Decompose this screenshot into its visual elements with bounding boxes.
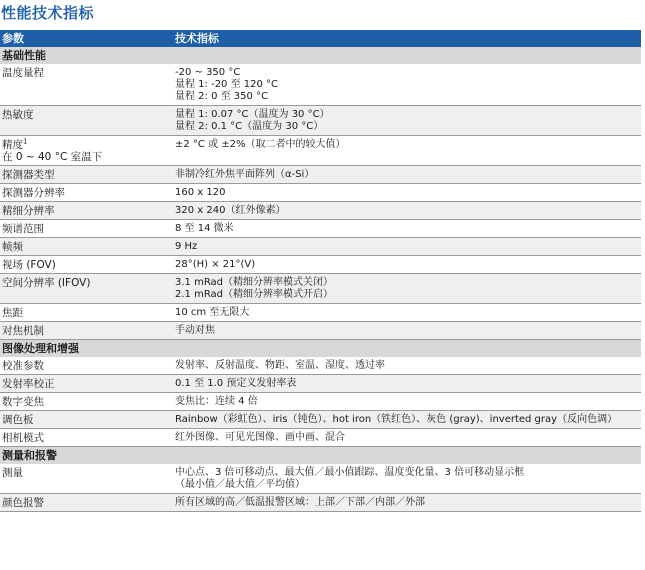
value-cell	[173, 494, 641, 512]
table-row	[0, 429, 641, 447]
param-cell	[0, 322, 173, 340]
param-label: 精度	[2, 139, 23, 151]
param-cell	[0, 184, 173, 202]
value-line: 320 x 240（红外像素）	[175, 205, 286, 216]
param-cell	[0, 106, 173, 136]
table-row	[0, 304, 641, 322]
param-cell	[0, 64, 173, 106]
table-row	[0, 202, 641, 220]
page-title: 性能技术指标	[1, 4, 95, 22]
param-cell	[0, 166, 173, 184]
value-line: 2.1 mRad（精细分辨率模式开启）	[175, 289, 334, 300]
value-line: -20 ~ 350 °C	[175, 67, 241, 78]
param-cell	[0, 136, 173, 166]
table-row	[0, 322, 641, 340]
table-row	[0, 220, 641, 238]
param-label: 频谱范围	[2, 223, 44, 235]
param-cell	[0, 464, 173, 494]
param-label: 探测器分辨率	[2, 187, 65, 199]
value-cell	[173, 220, 641, 238]
table-row	[0, 238, 641, 256]
table-row	[0, 375, 641, 393]
param-label: 调色板	[2, 414, 34, 426]
param-label: 对焦机制	[2, 325, 44, 337]
value-line: 红外图像、可见光图像、画中画、混合	[175, 432, 345, 443]
section-row	[0, 340, 641, 358]
param-cell	[0, 238, 173, 256]
value-cell	[173, 166, 641, 184]
value-line: （最小值／最大值／平均值）	[175, 479, 305, 490]
value-line: 160 x 120	[175, 187, 226, 198]
value-cell	[173, 238, 641, 256]
value-cell	[173, 464, 641, 494]
value-line: 量程 1: 0.07 °C（温度为 30 °C）	[175, 109, 330, 120]
param-label: 热敏度	[2, 109, 34, 121]
value-cell	[173, 256, 641, 274]
param-label: 空间分辨率 (IFOV)	[2, 277, 91, 289]
value-line: 10 cm 至无限大	[175, 307, 250, 318]
param-label: 测量	[2, 467, 23, 479]
value-line: 非制冷红外焦平面阵列（α-Si）	[175, 169, 315, 180]
value-cell	[173, 106, 641, 136]
header-param: 参数	[0, 30, 173, 47]
table-row	[0, 274, 641, 304]
param-cell	[0, 202, 173, 220]
param-label: 精细分辨率	[2, 205, 55, 217]
value-line: 手动对焦	[175, 325, 215, 336]
param-cell	[0, 256, 173, 274]
table-row	[0, 184, 641, 202]
value-cell	[173, 304, 641, 322]
section-row	[0, 47, 641, 64]
value-line: 8 至 14 微米	[175, 223, 234, 234]
section-title: 图像处理和增强	[0, 340, 641, 358]
param-cell	[0, 304, 173, 322]
section-row	[0, 447, 641, 465]
table-row	[0, 106, 641, 136]
footnote-marker: 1	[23, 137, 28, 146]
table-row	[0, 494, 641, 512]
param-label: 探测器类型	[2, 169, 55, 181]
spec-table-body	[0, 47, 641, 512]
value-cell	[173, 393, 641, 411]
table-row	[0, 136, 641, 166]
param-label: 焦距	[2, 307, 23, 319]
param-label: 颜色报警	[2, 497, 44, 509]
value-line: 量程 1: -20 至 120 °C	[175, 79, 279, 90]
value-line: 量程 2: 0.1 °C（温度为 30 °C）	[175, 121, 324, 132]
value-line: 量程 2: 0 至 350 °C	[175, 91, 269, 102]
table-row	[0, 256, 641, 274]
value-cell	[173, 357, 641, 375]
value-line: 0.1 至 1.0 预定义发射率表	[175, 378, 297, 389]
value-line: 28°(H) × 21°(V)	[175, 259, 256, 270]
param-cell	[0, 274, 173, 304]
value-cell	[173, 136, 641, 166]
table-row	[0, 357, 641, 375]
value-cell	[173, 375, 641, 393]
param-label: 帧频	[2, 241, 23, 253]
value-line: 中心点、3 倍可移动点、最大值／最小值跟踪、温度变化量、3 倍可移动显示框	[175, 467, 525, 478]
section-title: 测量和报警	[0, 447, 641, 465]
param-label: 校准参数	[2, 360, 44, 372]
param-cell	[0, 494, 173, 512]
value-line: 发射率、反射温度、物距、室温、湿度、透过率	[175, 360, 385, 371]
value-cell	[173, 322, 641, 340]
section-title: 基础性能	[0, 47, 641, 64]
param-label: 相机模式	[2, 432, 44, 444]
param-cell	[0, 411, 173, 429]
param-label: 数字变焦	[2, 396, 44, 408]
param-label: 视场 (FOV)	[2, 259, 56, 271]
table-header-row	[0, 30, 641, 47]
spec-table	[0, 30, 641, 512]
value-line: Rainbow（彩虹色）、iris（钝色）、hot iron（铁红色）、灰色 (gray)、inverted gray（反向色调）	[175, 414, 618, 425]
table-row	[0, 166, 641, 184]
table-row	[0, 393, 641, 411]
param-cell	[0, 429, 173, 447]
value-line: 变焦比：连续 4 倍	[175, 396, 258, 407]
param-cell	[0, 393, 173, 411]
param-label: 发射率校正	[2, 378, 55, 390]
value-cell	[173, 274, 641, 304]
table-row	[0, 411, 641, 429]
value-cell	[173, 184, 641, 202]
value-cell	[173, 64, 641, 106]
value-line: 9 Hz	[175, 241, 198, 252]
value-cell	[173, 429, 641, 447]
value-cell	[173, 411, 641, 429]
header-spec: 技术指标	[173, 30, 641, 47]
param-label: 温度量程	[2, 67, 44, 79]
param-cell	[0, 357, 173, 375]
param-cell	[0, 375, 173, 393]
table-row	[0, 464, 641, 494]
param-cell	[0, 220, 173, 238]
value-line: ±2 °C 或 ±2%（取二者中的较大值）	[175, 139, 346, 150]
param-note: 在 0 ~ 40 °C 室温下	[2, 151, 103, 163]
value-cell	[173, 202, 641, 220]
value-line: 所有区域的高／低温报警区域：上部／下部／内部／外部	[175, 497, 425, 508]
table-row	[0, 64, 641, 106]
value-line: 3.1 mRad（精细分辨率模式关闭）	[175, 277, 334, 288]
